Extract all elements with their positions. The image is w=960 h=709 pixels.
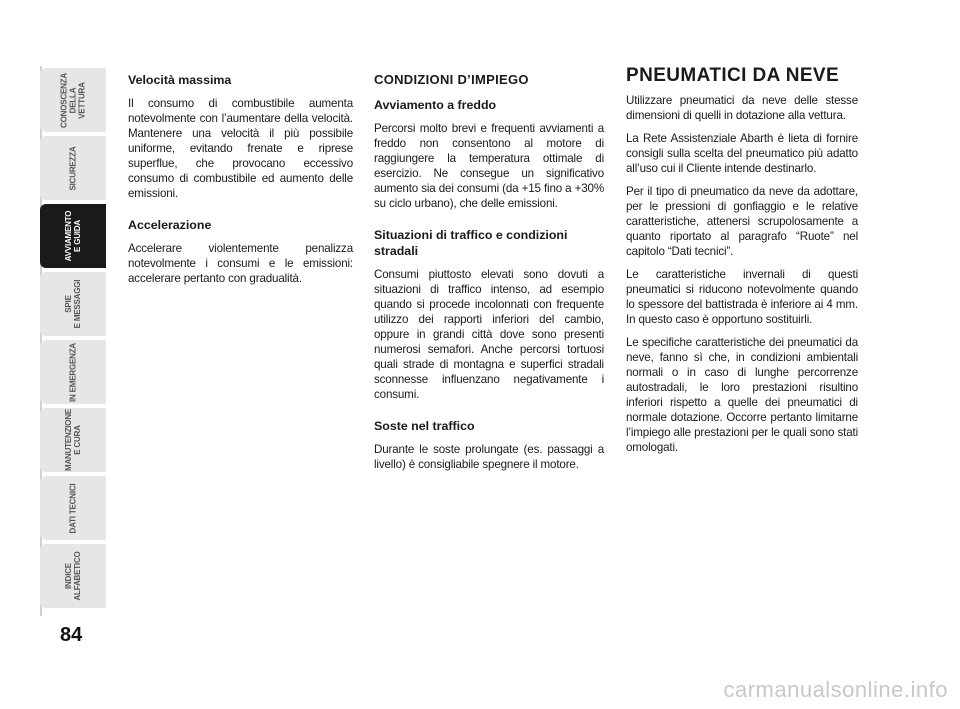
tab-label: MANUTENZIONE E CURA bbox=[64, 408, 82, 471]
paragraph: Utilizzare pneumatici da neve delle stesse dimensioni di quelli in dotazione alla vettura. bbox=[626, 94, 858, 122]
page-title: PNEUMATICI DA NEVE bbox=[626, 65, 840, 86]
tab-label: SICUREZZA bbox=[68, 146, 78, 190]
paragraph: Le caratteristiche invernali di questi pneumatici si riducono notevolmente quando lo spessore del battistrada è inferiore ai 4 mm. In questo caso è opportuno sostituirli. bbox=[626, 268, 858, 326]
paragraph: La Rete Assistenziale Abarth è lieta di fornire consigli sulla scelta del pneumatico più adatto all’uso cui il Cliente intende destinarlo. bbox=[626, 132, 858, 175]
tab-sicurezza[interactable] bbox=[40, 136, 106, 200]
tab-conoscenza-della-vettura[interactable] bbox=[40, 68, 106, 132]
tab-manutenzione-e-cura[interactable] bbox=[40, 408, 106, 472]
tab-label: INDICE ALFABETICO bbox=[64, 551, 82, 601]
column-right bbox=[626, 65, 858, 463]
heading-velocita-massima: Velocità massima bbox=[128, 73, 232, 87]
tab-dati-tecnici[interactable] bbox=[40, 476, 106, 540]
paragraph: Percorsi molto brevi e frequenti avviamenti a freddo non consentono al motore di raggiungere la temperatura ottimale di esercizio. Ne consegue un significativo aumento sia dei consumi (da +15 fino a +30% su ciclo urbano), che delle emissioni. bbox=[374, 122, 604, 210]
column-middle bbox=[374, 72, 604, 480]
tab-label: IN EMERGENZA bbox=[68, 342, 78, 402]
paragraph: Le specifiche caratteristiche dei pneumatici da neve, fanno sì che, in condizioni ambientali normali o in caso di lunghe percorrenze autostradali, le loro prestazioni risultino inferiori rispetto a quelle dei pneumatici di normale dotazione. Occorre pertanto limitarne l’impiego alle prestazioni per le quali sono stati omologati. bbox=[626, 336, 858, 454]
heading-accelerazione: Accelerazione bbox=[128, 218, 212, 232]
heading-situazioni-di-traffico: Situazioni di traffico e condizioni stradali bbox=[374, 228, 568, 258]
paragraph: Accelerare violentemente penalizza notevolmente i consumi e le emissioni: accelerare pertanto con gradualità. bbox=[128, 242, 353, 285]
column-left bbox=[128, 72, 353, 294]
paragraph: Durante le soste prolungate (es. passaggi a livello) è consigliabile spegnere il motore. bbox=[374, 443, 604, 471]
paragraph: Consumi piuttosto elevati sono dovuti a situazioni di traffico intenso, ad esempio quando si procede incolonnati con frequente utilizzo dei rapporti inferiori del cambio, oppure in grandi città dove sono presenti numerosi semafori. Anche percorsi tortuosi quali strade di montagna e superfici stradali sconnesse influenzano negativamente i consumi. bbox=[374, 268, 604, 401]
tab-spie-e-messaggi[interactable] bbox=[40, 272, 106, 336]
paragraph: Per il tipo di pneumatico da neve da adottare, per le pressioni di gonfiaggio e le relative caratteristiche, attenersi scrupolosamente a quanto riportato al paragrafo “Ruote” nel capitolo “Dati tecnici”. bbox=[626, 185, 858, 258]
tab-avviamento-e-guida[interactable] bbox=[40, 204, 106, 268]
watermark: carmanualsonline.info bbox=[723, 677, 948, 702]
tab-label: CONOSCENZA DELLA VETTURA bbox=[59, 72, 87, 128]
tab-label: DATI TECNICI bbox=[68, 483, 78, 533]
tab-indice-alfabetico[interactable] bbox=[40, 544, 106, 608]
section-title: CONDIZIONI D’IMPIEGO bbox=[374, 72, 529, 87]
tab-label: SPIE E MESSAGGI bbox=[64, 279, 82, 329]
tab-label: AVVIAMENTO E GUIDA bbox=[64, 210, 82, 262]
paragraph: Il consumo di combustibile aumenta notevolmente con l’aumentare della velocità. Mantenere una velocità il più possibile uniforme, evitando frenate e riprese superflue, che provocano eccessivo consumo di combustibile ed aumento delle emissioni. bbox=[128, 97, 353, 200]
heading-soste-nel-traffico: Soste nel traffico bbox=[374, 419, 475, 433]
page-number: 84 bbox=[60, 624, 83, 646]
heading-avviamento-a-freddo: Avviamento a freddo bbox=[374, 98, 497, 112]
tab-in-emergenza[interactable] bbox=[40, 340, 106, 404]
